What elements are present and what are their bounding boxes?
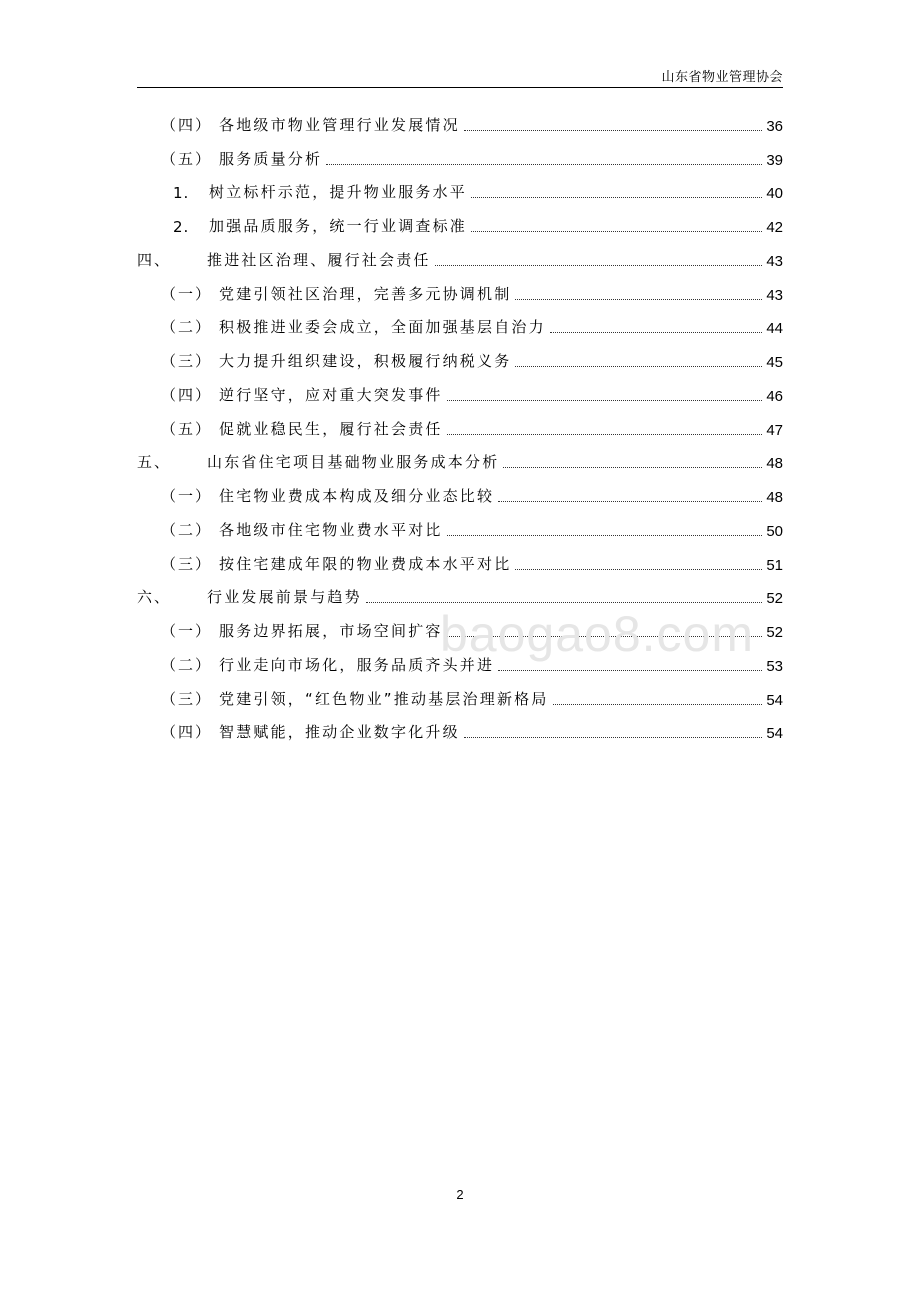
toc-entry-page: 44 [766,320,783,338]
toc-entry-page: 39 [766,151,783,169]
toc-entry-page: 40 [766,185,783,203]
toc-dot-leader [498,501,762,502]
toc-entry[interactable] [137,681,783,715]
toc-dot-leader [447,400,763,401]
toc-entry-page: 54 [766,691,783,709]
toc-dot-leader [447,535,763,536]
toc-entry-page: 53 [766,657,783,675]
toc-entry[interactable] [137,175,783,209]
toc-entry[interactable] [137,377,783,411]
toc-entry-title: 按住宅建成年限的物业费成本水平对比 [219,554,512,573]
toc-entry-title: 服务边界拓展，市场空间扩容 [219,622,443,640]
toc-entry-title: 促就业稳民生，履行社会责任 [219,419,443,438]
toc-entry-number: （四） [161,723,213,742]
toc-entry[interactable] [137,141,783,175]
toc-dot-leader [326,164,762,165]
toc-entry-number: （一） [161,622,213,640]
toc-entry-number: 2. [173,218,190,236]
toc-entry[interactable] [137,343,783,377]
toc-dot-leader [498,670,762,671]
toc-entry-title: 党建引领，“红色物业”推动基层治理新格局 [219,689,549,708]
toc-dot-leader [550,332,763,333]
toc-entry-title: 服务质量分析 [219,149,323,168]
toc-entry-number: （二） [161,655,213,674]
toc-entry-page: 50 [766,522,783,540]
toc-entry-page: 36 [766,117,783,135]
toc-entry-title: 行业走向市场化，服务品质齐头并进 [219,655,495,674]
toc-entry-title: 各地级市物业管理行业发展情况 [219,115,460,134]
toc-entry[interactable] [137,276,783,310]
toc-dot-leader [515,299,762,300]
toc-entry-number: （三） [161,554,213,573]
toc-dot-leader [503,467,762,468]
toc-entry-number: （五） [161,419,213,438]
toc-entry-number: （三） [161,689,213,708]
toc-entry[interactable] [137,546,783,580]
toc-entry-title: 推进社区治理、履行社会责任 [207,250,431,269]
toc-entry[interactable] [137,411,783,445]
page-header [137,60,783,88]
toc-entry-title: 各地级市住宅物业费水平对比 [219,520,443,539]
toc-entry-number: 五、 [137,453,172,472]
toc-dot-leader [447,434,763,435]
toc-entry[interactable] [137,107,783,141]
toc-dot-leader [464,130,763,131]
toc-entry-number: （四） [161,385,213,404]
watermark-text: baogao8.com [440,606,755,662]
toc-entry-number: 六、 [137,588,172,607]
toc-dot-leader [435,265,763,266]
toc-entry-page: 43 [766,286,783,304]
toc-entry-number: （二） [161,520,213,539]
toc-entry-page: 46 [766,387,783,405]
toc-entry[interactable] [137,242,783,276]
toc-dot-leader [366,602,763,603]
toc-entry-number: 1. [173,184,190,203]
toc-entry-page: 45 [766,354,783,371]
toc-entry[interactable] [137,478,783,512]
toc-entry-page: 48 [766,455,783,473]
toc-entry-number: （二） [161,318,213,337]
toc-entry[interactable] [137,715,783,749]
toc-entry-title: 加强品质服务，统一行业调查标准 [209,217,468,235]
toc-entry-title: 行业发展前景与趋势 [207,588,362,607]
toc-dot-leader [464,737,763,738]
toc-entry-number: 四、 [137,250,172,269]
toc-dot-leader [471,231,762,232]
toc-dot-leader [515,569,762,570]
toc-entry[interactable] [137,208,783,242]
toc-entry-number: （三） [161,352,213,370]
toc-dot-leader [471,197,762,198]
toc-entry-number: （一） [161,284,213,303]
toc-entry-page: 47 [766,421,783,439]
toc-entry-number: （一） [161,487,213,505]
toc-entry-title: 党建引领社区治理，完善多元协调机制 [219,284,512,303]
toc-entry[interactable] [137,512,783,546]
toc-entry[interactable] [137,310,783,344]
toc-entry-page: 54 [766,725,783,743]
toc-entry-title: 住宅物业费成本构成及细分业态比较 [219,487,495,505]
toc-entry-page: 51 [766,556,783,574]
toc-dot-leader [515,366,762,367]
toc-entry-title: 树立标杆示范，提升物业服务水平 [209,183,468,202]
toc-entry-title: 积极推进业委会成立，全面加强基层自治力 [219,318,546,337]
toc-entry-title: 大力提升组织建设，积极履行纳税义务 [219,352,512,370]
toc-entry[interactable] [137,445,783,479]
toc-entry-title: 山东省住宅项目基础物业服务成本分析 [207,453,500,472]
toc-dot-leader [553,704,763,705]
toc-entry-page: 48 [766,489,783,506]
header-org-name: 山东省物业管理协会 [661,70,783,85]
toc-entry-number: （四） [161,115,213,134]
toc-entry-page: 43 [766,252,783,270]
toc-entry-title: 智慧赋能，推动企业数字化升级 [219,723,460,742]
toc-entry-page: 52 [766,590,783,608]
toc-entry-page: 52 [766,624,783,641]
toc-entry-number: （五） [161,149,213,168]
page-number: 2 [456,1187,464,1202]
toc-entry-page: 42 [766,219,783,236]
toc-entry-title: 逆行坚守，应对重大突发事件 [219,385,443,404]
